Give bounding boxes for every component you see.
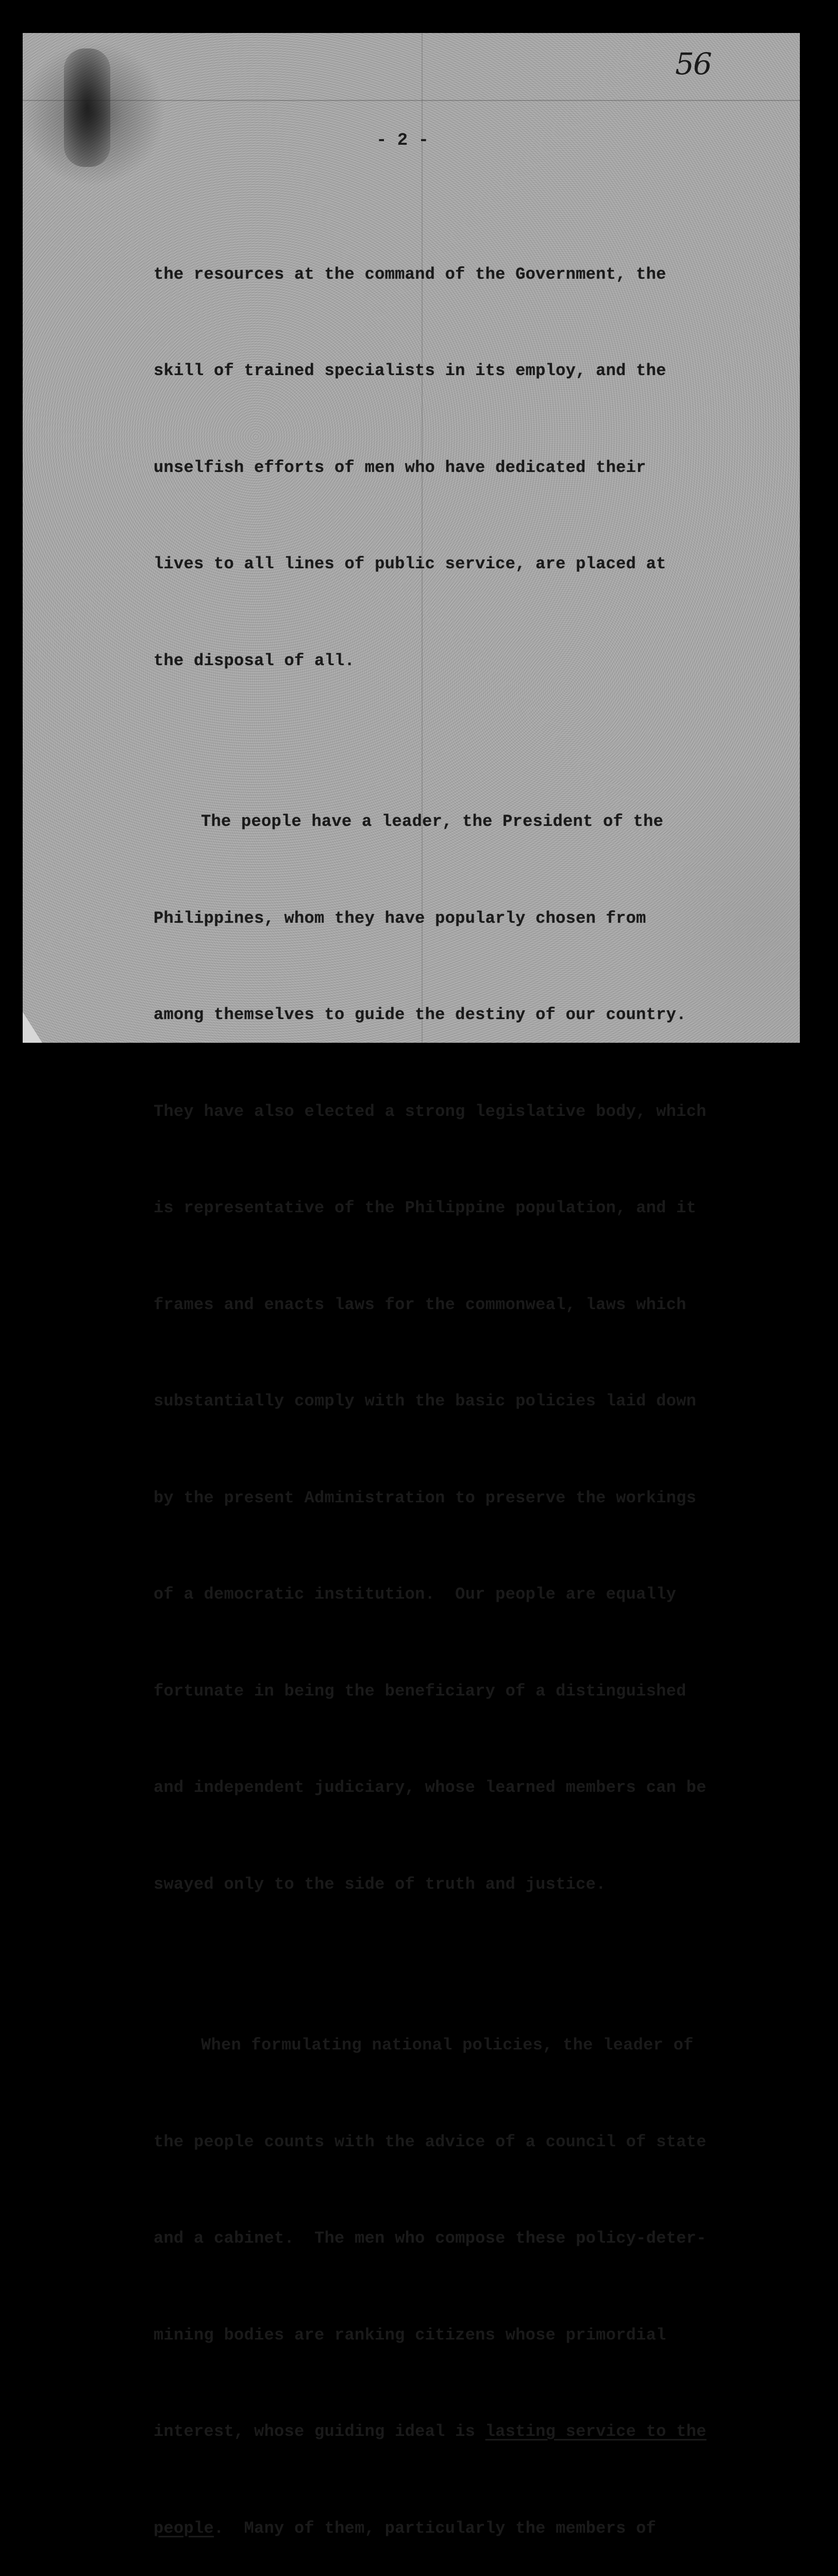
text-line: lives to all lines of public service, are placed at [154,554,666,573]
ink-stain [64,48,110,167]
folded-corner [23,1012,42,1043]
text-line-with-underline [154,2513,720,2545]
text-line: They have also elected a strong legislative body, which [154,1101,707,1121]
text-line-with-underline [154,2416,720,2448]
underlined-phrase: people [154,2518,214,2538]
text-line: substantially comply with the basic policies laid down [154,1392,697,1411]
text-line: of a democratic institution. Our people are equally [154,1585,677,1604]
text-line: fortunate in being the beneficiary of a distinguished [154,1681,686,1701]
text-segment: . Many of them, particularly the members of [214,2518,657,2538]
typed-page-marker: - 2 - [376,131,429,150]
underlined-phrase: lasting service to the [485,2422,707,2441]
text-line: frames and enacts laws for the commonweal, laws which [154,1295,686,1314]
text-line: Philippines, whom they have popularly chosen from [154,908,646,928]
text-line: the disposal of all. [154,651,355,670]
paragraph-first-line: When formulating national policies, the leader of [201,2036,694,2055]
text-line: among themselves to guide the destiny of our country. [154,1005,686,1024]
text-segment: interest, whose guiding ideal is [154,2422,485,2441]
text-line: the people counts with the advice of a council of state [154,2132,707,2151]
text-line: mining bodies are ranking citizens whose primordial [154,2325,666,2345]
text-line: skill of trained specialists in its employ, and the [154,361,666,380]
text-line: unselfish efforts of men who have dedicated their [154,457,646,477]
document-body [154,162,720,2576]
text-line: and independent judiciary, whose learned members can be [154,1778,707,1797]
text-line: swayed only to the side of truth and justice. [154,1874,606,1894]
text-line: the resources at the command of the Government, the [154,264,666,284]
paragraph-first-line: The people have a leader, the President of the [201,812,664,831]
text-line: and a cabinet. The men who compose these policy-deter- [154,2229,707,2248]
text-line: by the present Administration to preserve the workings [154,1488,697,1507]
handwritten-page-number: 56 [675,46,711,81]
horizontal-fold-line [23,100,800,101]
text-line: is representative of the Philippine population, and it [154,1198,697,1217]
